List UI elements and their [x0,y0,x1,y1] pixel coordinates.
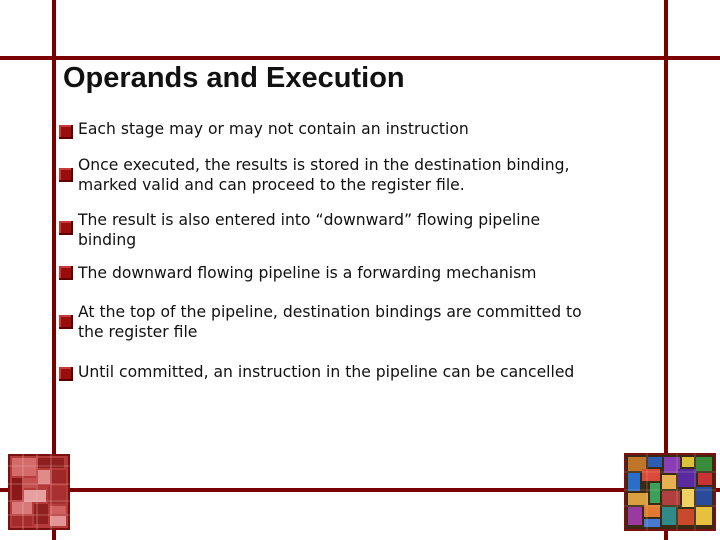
bullet-item [78,263,678,283]
chip-die-image-right [624,453,716,531]
chip-die-image-left [8,454,70,530]
bullet-item [78,302,678,342]
bullet-text-line: marked valid and can proceed to the register file. [78,176,465,194]
chip-die-multicolor-icon [624,453,716,531]
bullet-text-line: The downward flowing pipeline is a forwarding mechanism [78,264,537,282]
bullet-item [78,155,678,195]
bullet-marker [59,367,73,381]
frame-top-horizontal-line [0,56,720,60]
slide-title: Operands and Execution [63,62,405,94]
bullet-marker [59,315,73,329]
frame-bottom-horizontal-line [0,488,720,492]
bullet-item [78,362,678,382]
bullet-text-line: The result is also entered into “downward” flowing pipeline [78,211,541,229]
bullet-marker [59,221,73,235]
bullet-marker [59,168,73,182]
bullet-marker [59,125,73,139]
bullet-text-line: Until committed, an instruction in the pipeline can be cancelled [78,363,575,381]
chip-die-icon [8,454,70,530]
bullet-text-line: At the top of the pipeline, destination bindings are committed to [78,303,582,321]
bullet-text-line: binding [78,231,137,249]
bullet-item [78,119,678,139]
bullet-marker [59,266,73,280]
bullet-item [78,210,678,250]
bullet-text-line: Once executed, the results is stored in the destination binding, [78,156,570,174]
bullet-text-line: the register file [78,323,198,341]
bullet-text-line: Each stage may or may not contain an instruction [78,120,469,138]
